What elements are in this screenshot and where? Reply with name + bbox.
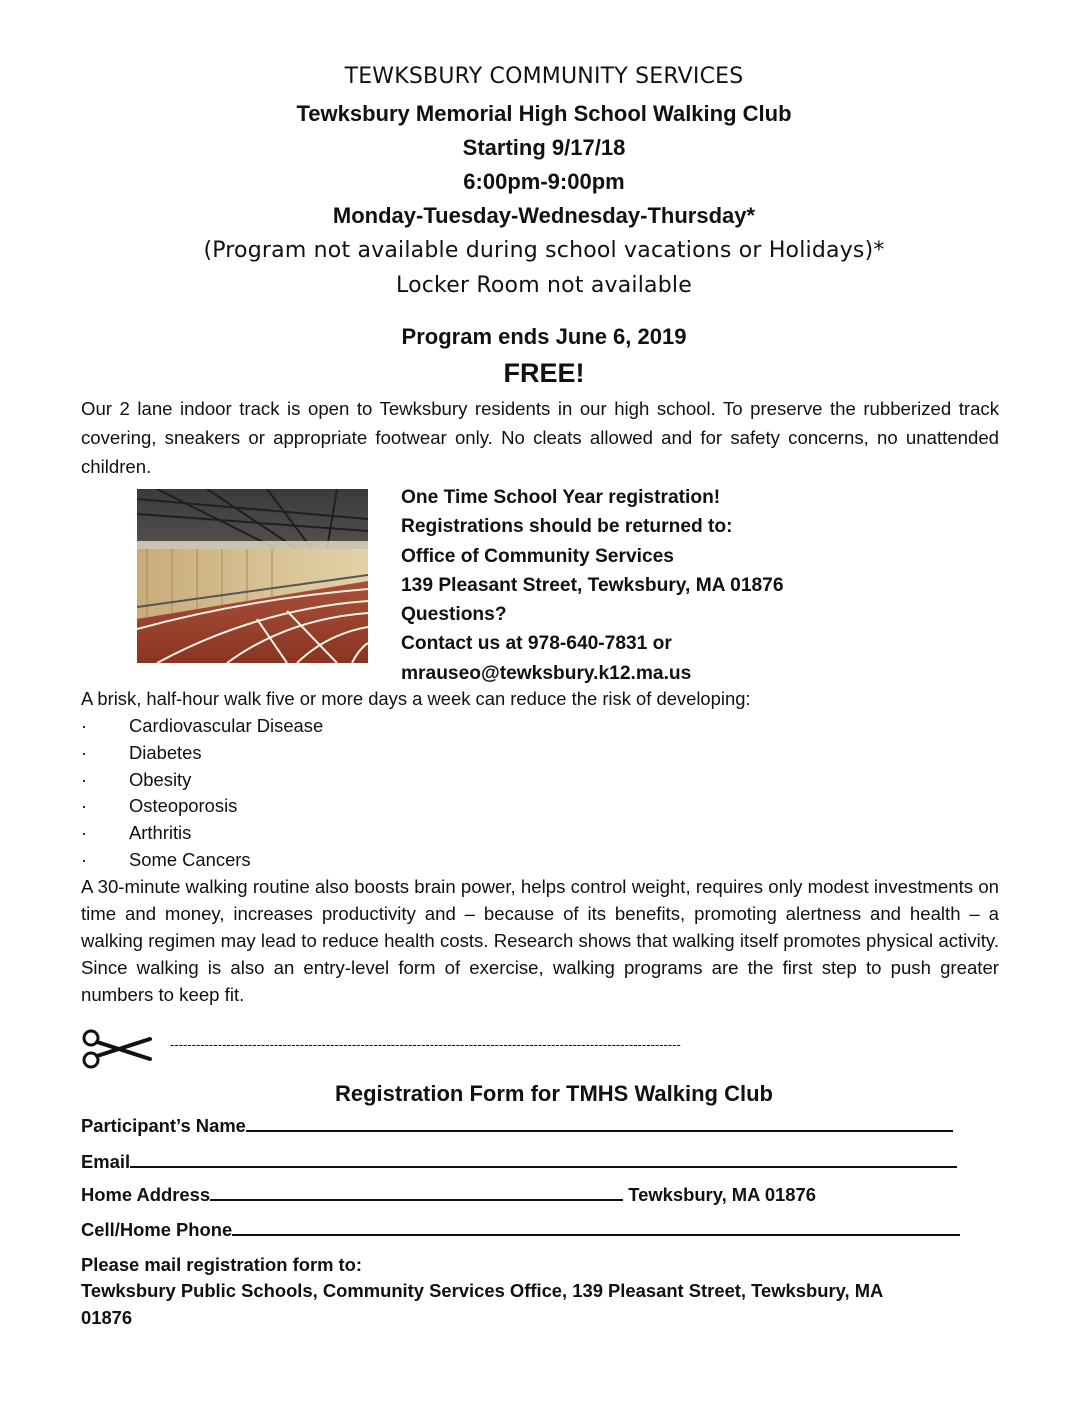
- registration-line: Questions?: [401, 604, 507, 626]
- session-days: Monday-Tuesday-Wednesday-Thursday*: [332, 203, 756, 228]
- address-field[interactable]: [210, 1183, 623, 1201]
- address-row: [81, 1183, 816, 1206]
- phone-label: Cell/Home Phone: [81, 1219, 233, 1240]
- indoor-track-photo: [137, 489, 368, 663]
- mail-heading: Please mail registration form to:: [81, 1254, 363, 1275]
- org-title: TEWKSBURY COMMUNITY SERVICES: [344, 64, 744, 89]
- closing-paragraph: A 30-minute walking routine also boosts brain power, helps control weight, requires only modest investments on time and money, increases productivity and – because of its benefits, promoting alertness and health – a walking regimen may lead to reduce health costs. Research shows that walking itself promotes physical activity. Since walking is also an entry-level form of exercise, walking programs are the first step to push greater numbers to keep fit.: [81, 876, 999, 1005]
- email-row: [81, 1150, 957, 1173]
- club-title: Tewksbury Memorial High School Walking Club: [296, 101, 792, 126]
- participant-name-field[interactable]: [246, 1114, 953, 1132]
- benefit-item: · Arthritis: [81, 822, 192, 843]
- phone-field[interactable]: [232, 1218, 960, 1236]
- email-label: Email: [81, 1151, 131, 1172]
- mail-address: Tewksbury Public Schools, Community Services Office, 139 Pleasant Street, Tewksbury, MA: [81, 1280, 884, 1301]
- participant-name-row: [81, 1114, 953, 1137]
- benefit-item: · Some Cancers: [81, 849, 251, 870]
- holiday-note: (Program not available during school vacations or Holidays)*: [203, 238, 885, 263]
- address-label: Home Address: [81, 1184, 211, 1205]
- intro-paragraph: Our 2 lane indoor track is open to Tewksbury residents in our high school. To preserve the rubberized track covering, sneakers or appropriate footwear only. No cleats allowed and for safety concerns, no unattended children.: [81, 398, 999, 477]
- registration-line: Office of Community Services: [401, 545, 674, 567]
- email-field[interactable]: [130, 1150, 957, 1168]
- locker-note: Locker Room not available: [396, 273, 692, 298]
- registration-line: Contact us at 978-640-7831 or: [401, 633, 672, 655]
- cut-line: ----------------------------------------------------------------------------------------------------------------------: [170, 1037, 681, 1052]
- address-suffix: Tewksbury, MA 01876: [623, 1184, 816, 1205]
- mail-zip: 01876: [81, 1307, 133, 1328]
- registration-line: 139 Pleasant Street, Tewksbury, MA 01876: [401, 574, 784, 596]
- session-time: 6:00pm-9:00pm: [463, 169, 625, 194]
- benefit-item: · Diabetes: [81, 742, 202, 763]
- registration-line: One Time School Year registration!: [401, 487, 721, 508]
- benefit-item: · Cardiovascular Disease: [81, 715, 324, 736]
- benefit-item: · Obesity: [81, 769, 192, 790]
- registration-line: Registrations should be returned to:: [401, 516, 733, 538]
- form-title: Registration Form for TMHS Walking Club: [335, 1081, 773, 1106]
- participant-name-label: Participant’s Name: [81, 1115, 246, 1136]
- start-date: Starting 9/17/18: [462, 135, 626, 160]
- registration-info: [401, 483, 784, 688]
- contact-email[interactable]: mrauseo@tewksbury.k12.ma.us: [401, 662, 692, 684]
- free-label: FREE!: [503, 358, 585, 388]
- scissors-icon: [80, 1027, 152, 1071]
- benefits-intro: A brisk, half-hour walk five or more days a week can reduce the risk of developing:: [81, 688, 751, 709]
- phone-row: [81, 1218, 960, 1241]
- program-end: Program ends June 6, 2019: [401, 324, 687, 349]
- benefit-item: · Osteoporosis: [81, 795, 238, 816]
